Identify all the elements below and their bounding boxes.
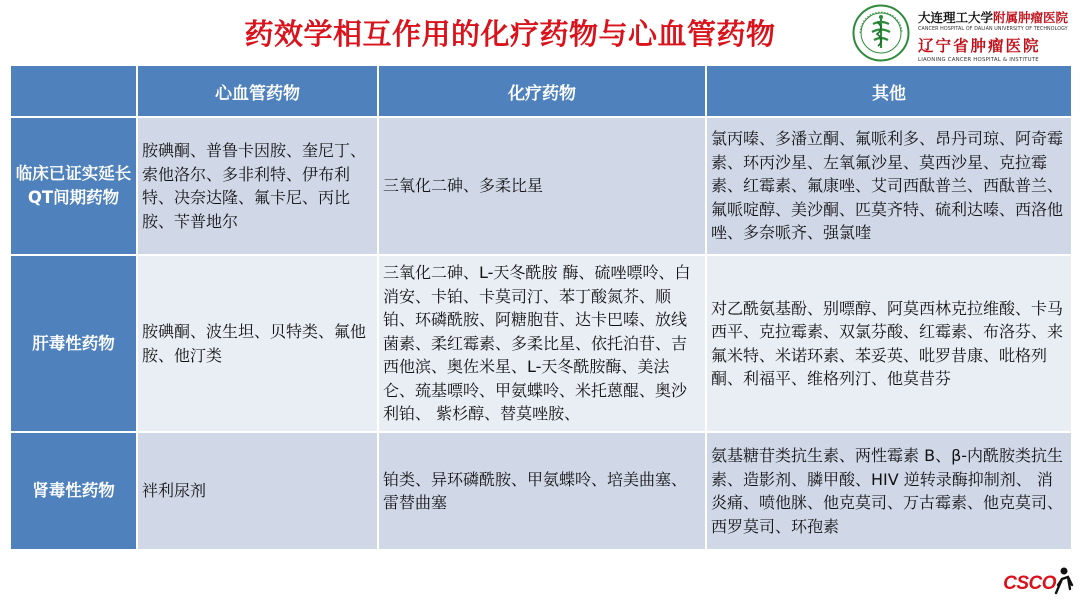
row-label-liver: 肝毒性药物 <box>10 255 137 432</box>
table-row <box>10 255 1072 432</box>
hospital-name-en: LIAONING CANCER HOSPITAL & INSTITUTE <box>918 57 1039 63</box>
header-chemo: 化疗药物 <box>378 65 706 117</box>
header-cardio: 心血管药物 <box>137 65 378 117</box>
cell-other-qt: 氯丙嗪、多潘立酮、氟哌利多、昂丹司琼、阿奇霉素、环丙沙星、左氧氟沙星、莫西沙星、克拉霉素、红霉素、氟康唑、艾司西酞普兰、西酞普兰、氟哌啶醇、美沙酮、匹莫齐特、硫利达嗪、西洛他唑、多奈哌齐、强氯喹 <box>706 117 1072 255</box>
header-corner <box>10 65 137 117</box>
cell-chemo-qt: 三氧化二砷、多柔比星 <box>378 117 706 255</box>
drug-interaction-table <box>9 64 1073 551</box>
hospital-name-cn: 辽宁省肿瘤医院 <box>918 36 1041 55</box>
row-label-kidney: 肾毒性药物 <box>10 432 137 550</box>
institution-name-cn: 大连理工大学 <box>918 10 994 25</box>
cell-cardio-kidney: 袢利尿剂 <box>137 432 378 550</box>
cell-other-kidney: 氨基糖苷类抗生素、两性霉素 B、β-内酰胺类抗生素、造影剂、膦甲酸、HIV 逆转录酶抑制剂、 消炎痛、喷他脒、他克莫司、万古霉素、他克莫司、西罗莫司、环孢素 <box>706 432 1072 550</box>
cell-cardio-qt: 胺碘酮、普鲁卡因胺、奎尼丁、索他洛尔、多非利特、伊布利特、决奈达隆、氟卡尼、丙比胺、苄普地尔 <box>137 117 378 255</box>
cell-chemo-liver: 三氧化二砷、L-天冬酰胺 酶、硫唑嘌呤、白消安、卡铂、卡莫司汀、苯丁酸氮芥、顺铂、环磷酰胺、阿糖胞苷、达卡巴嗪、放线菌素、柔红霉素、多柔比星、依托泊苷、吉西他滨、奥佐米星、L-天冬酰胺酶、美法仑、巯基嘌呤、甲氨蝶呤、米托蒽醌、奥沙利铂、 紫杉醇、替莫唑胺、 <box>378 255 706 432</box>
hospital-logo <box>852 4 1076 62</box>
csco-figure-icon <box>1052 565 1074 595</box>
table-row <box>10 432 1072 550</box>
cell-cardio-liver: 胺碘酮、波生坦、贝特类、氟他胺、他汀类 <box>137 255 378 432</box>
cell-chemo-kidney: 铂类、异环磷酰胺、甲氨蝶呤、培美曲塞、雷替曲塞 <box>378 432 706 550</box>
header-other: 其他 <box>706 65 1072 117</box>
cell-other-liver: 对乙酰氨基酚、别嘌醇、阿莫西林克拉维酸、卡马西平、克拉霉素、双氯芬酸、红霉素、布洛芬、来氟米特、米诺环素、苯妥英、吡罗昔康、吡格列酮、利福平、维格列汀、他莫昔芬 <box>706 255 1072 432</box>
table-header-row <box>10 65 1072 117</box>
slide-title: 药效学相互作用的化疗药物与心血管药物 <box>244 17 776 51</box>
csco-logo-text: CSCO <box>1003 573 1056 594</box>
institution-subname-cn: 附属肿瘤医院 <box>993 10 1069 25</box>
table-row <box>10 117 1072 255</box>
row-label-qt: 临床已证实延长QT间期药物 <box>10 117 137 255</box>
hospital-seal-icon <box>852 4 910 62</box>
institution-name-en: CANCER HOSPITAL OF DALIAN UNIVERSITY OF TECHNOLOGY <box>918 27 1068 32</box>
